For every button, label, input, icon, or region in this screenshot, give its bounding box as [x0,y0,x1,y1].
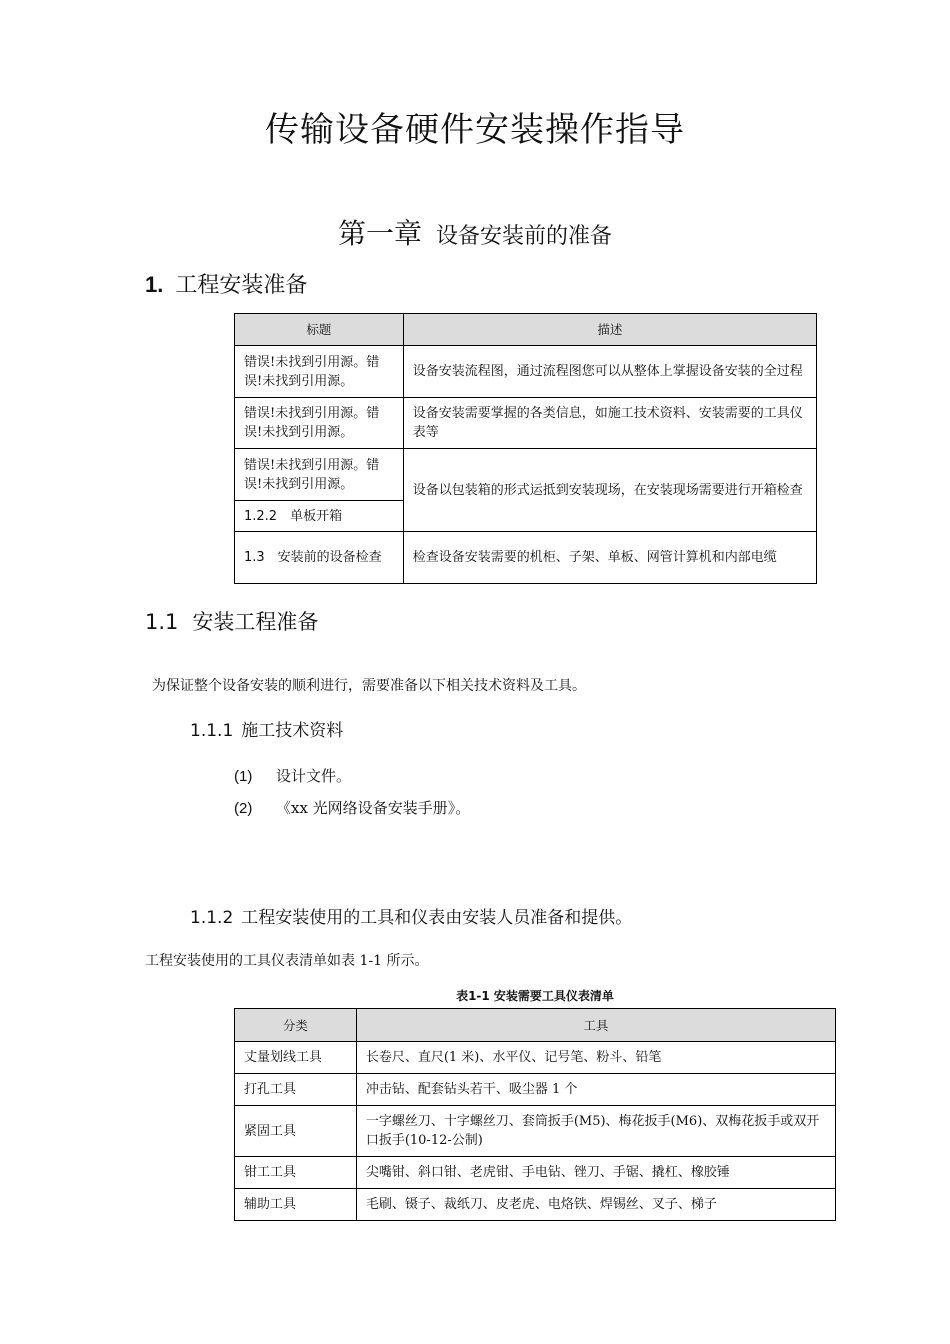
row-tools: 毛刷、镊子、裁纸刀、皮老虎、电烙铁、焊锡丝、叉子、梯子 [356,1189,835,1221]
table-row [235,1074,836,1106]
section-heading-1 [145,268,307,299]
section-number: 1.1.1 [190,721,234,741]
tools-table [234,1008,836,1221]
table-row [235,1042,836,1074]
row-title: 1.3 安装前的设备检查 [235,532,404,584]
row-description: 设备以包装箱的形式运抵到安装现场，在安装现场需要进行开箱检查 [403,449,816,532]
table-row [235,1157,836,1189]
row-description: 设备安装流程图，通过流程图您可以从整体上掌握设备安装的全过程 [403,346,816,398]
row-title: 错误!未找到引用源。错误!未找到引用源。 [235,398,404,449]
row-description: 设备安装需要掌握的各类信息，如施工技术资料、安装需要的工具仪表等 [403,398,816,449]
section-heading-1-1 [145,606,318,636]
tools-intro-paragraph: 工程安装使用的工具仪表清单如表 1-1 所示。 [145,953,429,969]
row-tools: 长卷尺、直尺(1 米)、水平仪、记号笔、粉斗、铅笔 [356,1042,835,1074]
table-row [235,449,817,501]
row-category: 打孔工具 [235,1074,357,1106]
overview-table [234,313,817,584]
section-title: 工程安装使用的工具和仪表由安装人员准备和提供。 [241,908,633,928]
row-title: 1.2.2 单板开箱 [235,501,404,532]
row-category: 辅助工具 [235,1189,357,1221]
row-tools: 冲击钻、配套钻头若干、吸尘器 1 个 [356,1074,835,1106]
list-text: 《xx 光网络设备安装手册》。 [276,799,471,817]
chapter-number: 第一章 [337,217,422,250]
table-header-title: 标题 [235,314,404,346]
document-title: 传输设备硬件安装操作指导 [265,110,685,150]
intro-paragraph: 为保证整个设备安装的顺利进行，需要准备以下相关技术资料及工具。 [152,678,586,694]
table-row [235,1106,836,1157]
table-caption: 表1-1 安装需要工具仪表清单 [456,989,614,1003]
section-number: 1. [145,272,164,297]
section-number: 1.1 [145,610,179,634]
chapter-heading [0,212,950,252]
list-text: 设计文件。 [276,767,352,785]
table-row [235,346,817,398]
row-category: 紧固工具 [235,1106,357,1157]
list-item [234,797,470,818]
list-marker: (2) [234,800,253,817]
section-number: 1.1.2 [190,908,234,928]
table-header-tools: 工具 [356,1009,835,1042]
row-title: 错误!未找到引用源。错误!未找到引用源。 [235,449,404,501]
section-title: 安装工程准备 [192,610,319,634]
list-item [234,765,351,786]
section-title: 工程安装准备 [175,273,308,298]
list-marker: (1) [234,768,253,785]
row-category: 钳工工具 [235,1157,357,1189]
chapter-name: 设备安装前的准备 [436,224,613,249]
table-row [235,398,817,449]
row-tools: 尖嘴钳、斜口钳、老虎钳、手电钻、锉刀、手锯、撬杠、橡胶锤 [356,1157,835,1189]
row-tools: 一字螺丝刀、十字螺丝刀、套筒扳手(M5)、梅花扳手(M6)、双梅花扳手或双开口扳手(10-12-公制) [356,1106,835,1157]
table-header-category: 分类 [235,1009,357,1042]
table-header-description: 描述 [403,314,816,346]
section-title: 施工技术资料 [241,721,344,741]
table-row [235,532,817,584]
row-category: 丈量划线工具 [235,1042,357,1074]
section-heading-1-1-2 [190,903,632,928]
table-row [235,1189,836,1221]
section-heading-1-1-1 [190,716,343,741]
row-title: 错误!未找到引用源。错误!未找到引用源。 [235,346,404,398]
row-description: 检查设备安装需要的机柜、子架、单板、网管计算机和内部电缆 [403,532,816,584]
